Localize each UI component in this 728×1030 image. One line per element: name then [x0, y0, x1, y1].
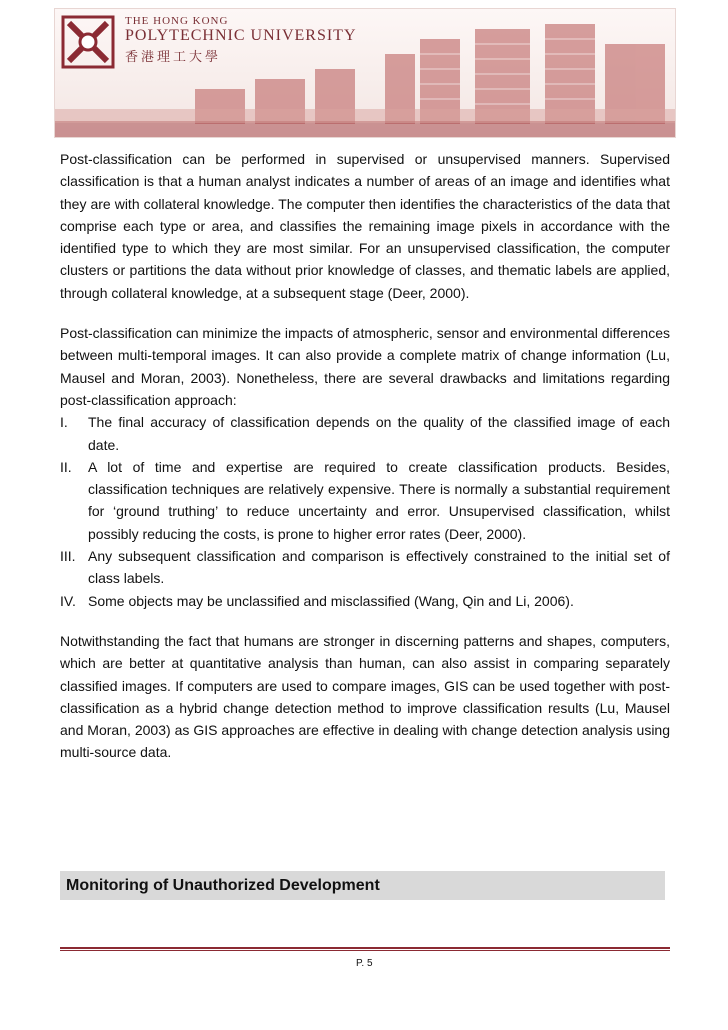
paragraph-3: Notwithstanding the fact that humans are stronger in discerning patterns and shapes, computers, which are better at quantitative analysis than human, can also assist in comparing separately classified images. If computers are used to compare images, GIS can be used together with post-classification as a hybrid change detection method to improve classification results (Lu, Mausel and Moran, 2003) as GIS approaches are effective in dealing with change detection analysis using multi-source data. — [60, 632, 670, 761]
limitations-list — [60, 411, 670, 612]
paragraph-2: Post-classification can minimize the impacts of atmospheric, sensor and environmental differences between multi-temporal images. It can also provide a complete matrix of change information (Lu, Mausel and Moran, 2003). Nonetheless, there are several drawbacks and limitations regarding post-classification approach: — [60, 325, 670, 408]
polyu-logo-icon — [63, 17, 113, 67]
list-item: IV. Some objects may be unclassified and misclassified (Wang, Qin and Li, 2006). — [60, 592, 574, 609]
university-name-chinese: 香港理工大學 — [125, 49, 222, 64]
list-item: III. Any subsequent classification and comparison is effectively constrained to the initial set of class labels. — [60, 548, 670, 587]
section-heading: Monitoring of Unauthorized Development — [60, 871, 665, 900]
university-name-line1: THE HONG KONG — [125, 15, 229, 27]
list-item: II. A lot of time and expertise are required to create classification products. Besides, classification techniques are relatively expensive. There is normally a substantial requirement for ‘ground truthing’ to reduce uncertainty and error. Unsupervised classification, whilst possibly reducing the costs, is prone to higher error rates (Deer, 2000). — [60, 458, 670, 542]
page-number: P. 5 — [356, 958, 373, 969]
university-name-line2: POLYTECHNIC UNIVERSITY — [125, 27, 357, 44]
header-banner — [54, 8, 676, 138]
footer-divider — [60, 947, 670, 951]
body-text — [60, 148, 670, 782]
paragraph-1: Post-classification can be performed in supervised or unsupervised manners. Supervised classification is that a human analyst indicates a number of areas of an image and identifies what they are with collateral knowledge. The computer then identifies the characteristics of the data that comprise each type or area, and classifies the remaining image pixels in accordance with the identified type to which they are most similar. For an unsupervised classification, the computer clusters or partitions the data without prior knowledge of classes, and thematic labels are applied, through collateral knowledge, at a subsequent stage (Deer, 2000). — [60, 151, 670, 301]
list-item: I. The final accuracy of classification depends on the quality of the classified image of each date. — [60, 414, 670, 453]
